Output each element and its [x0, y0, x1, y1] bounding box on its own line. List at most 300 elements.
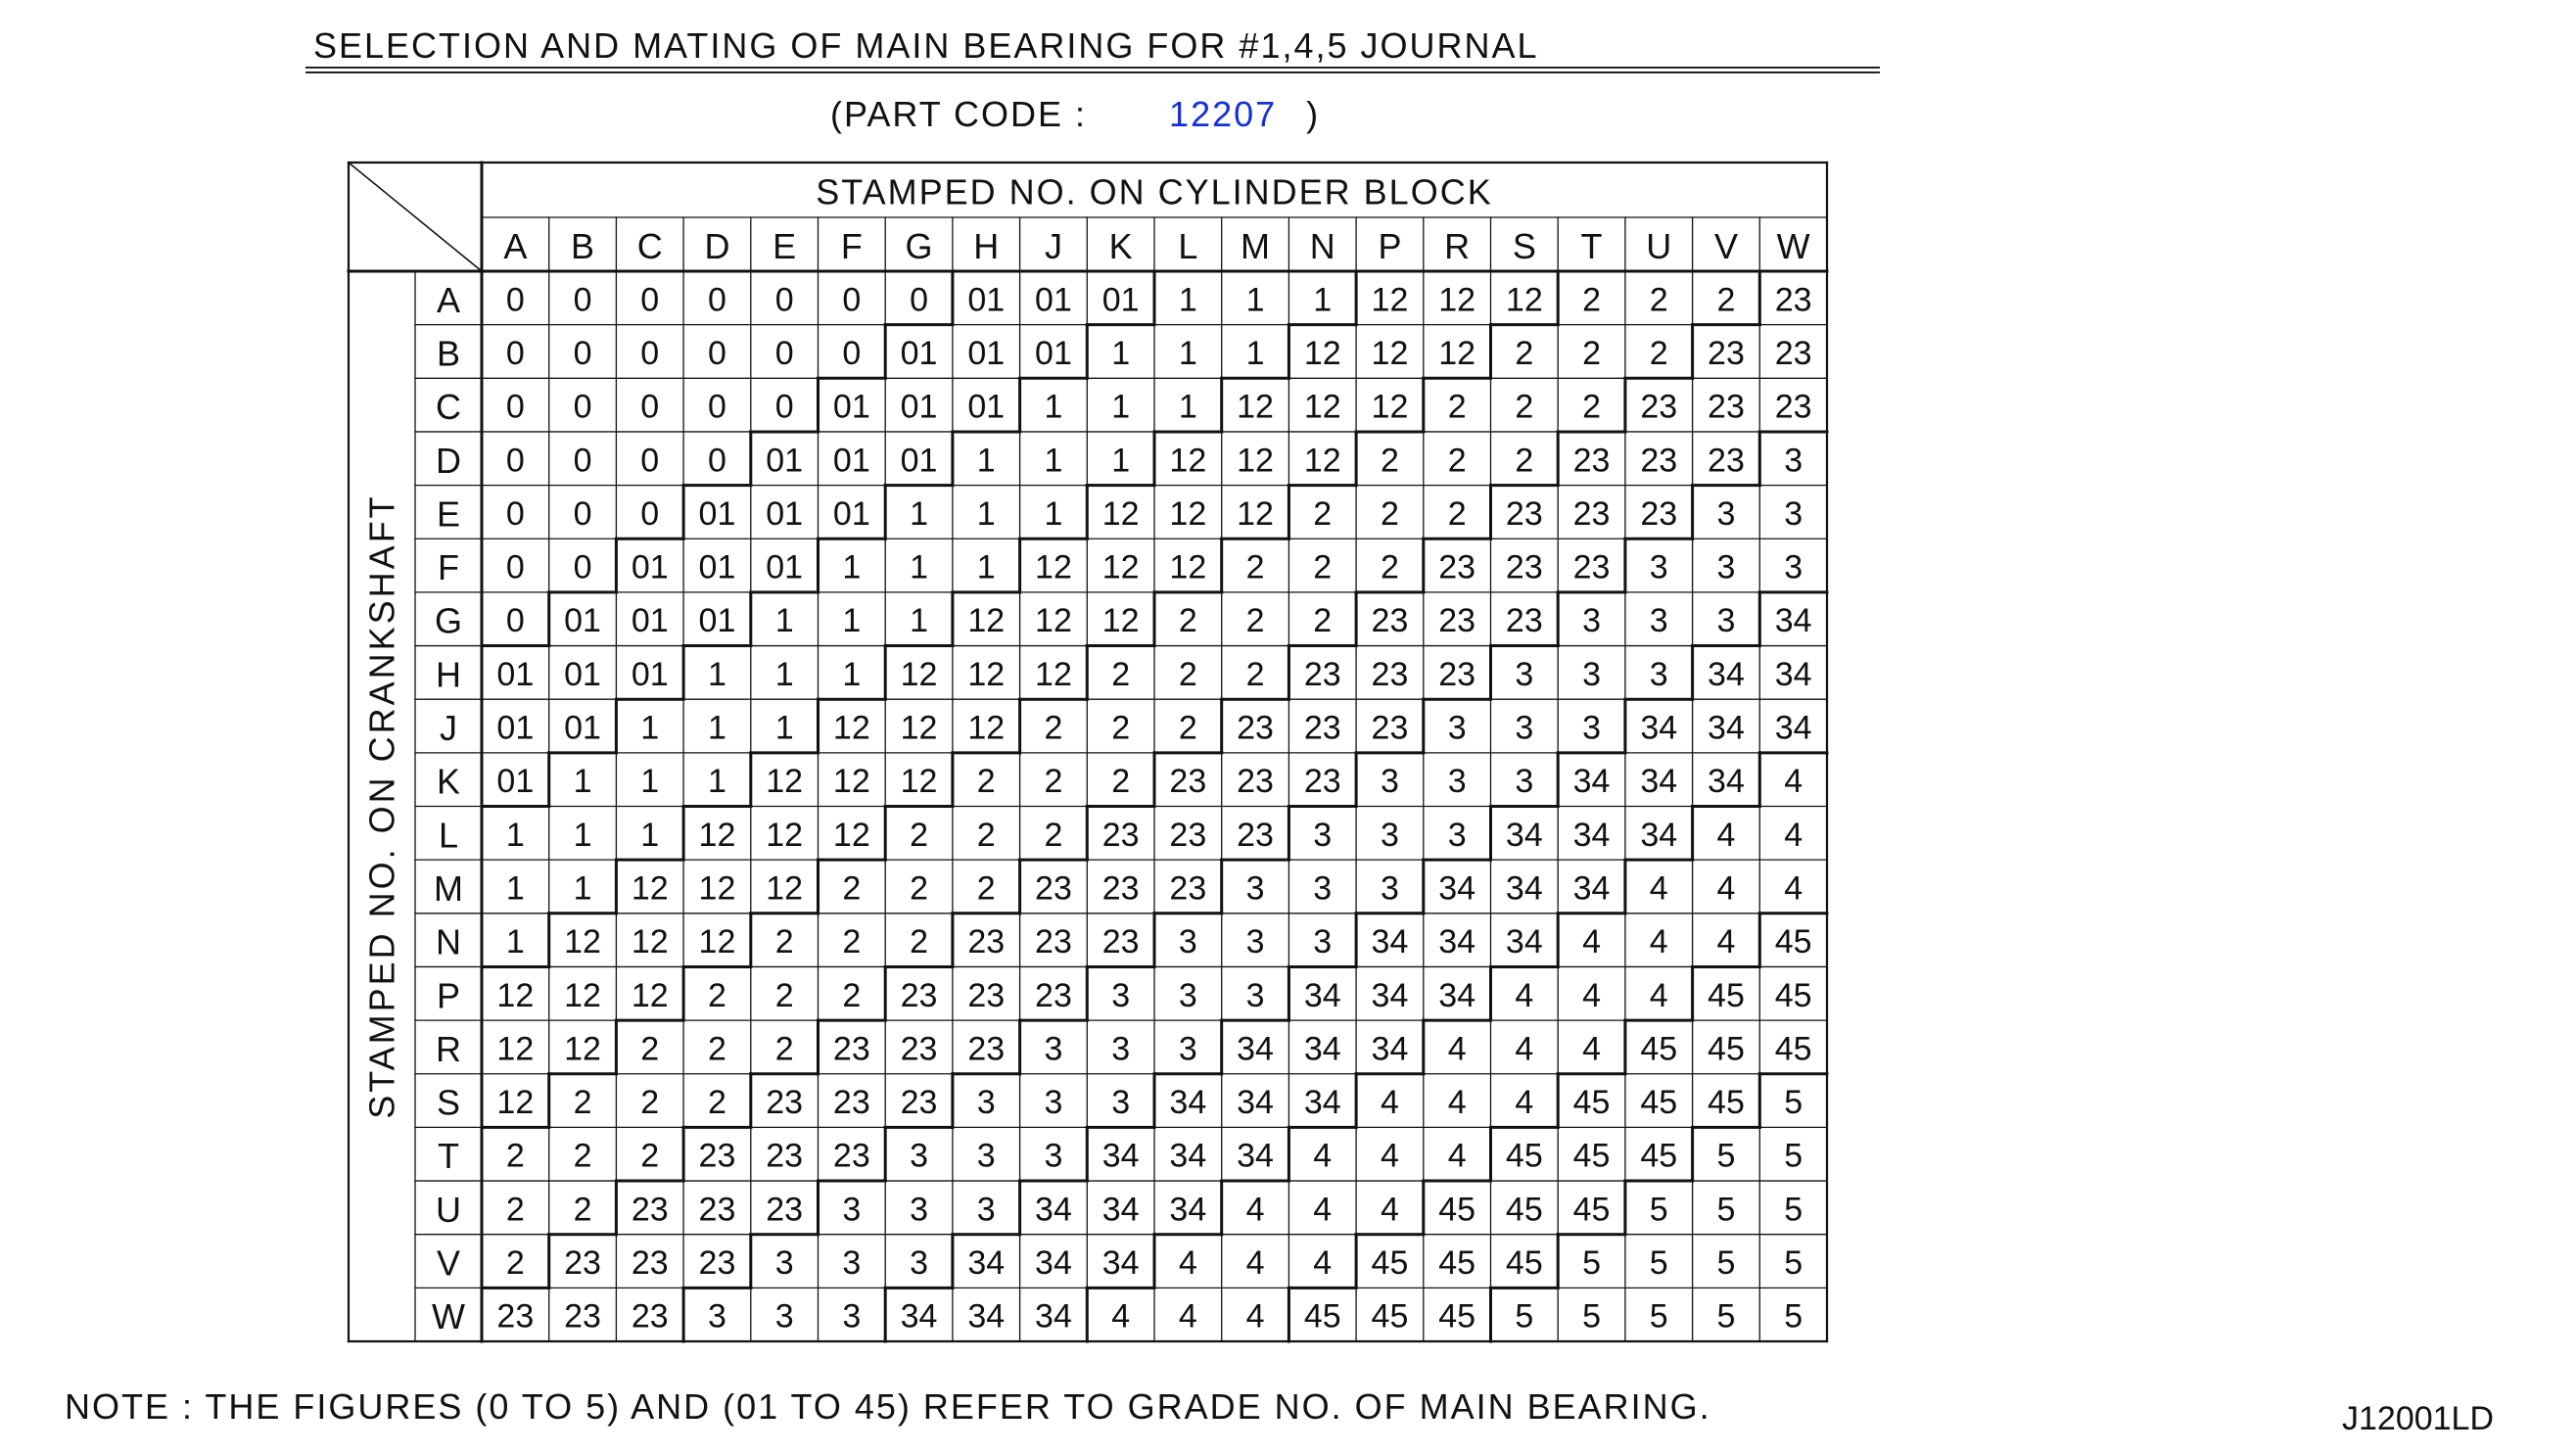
grade-cell: 2: [1245, 655, 1265, 693]
grade-cell: 01: [698, 602, 736, 640]
column-label: E: [773, 226, 797, 266]
grade-cell: 5: [1784, 1297, 1803, 1336]
grade-cell: 4: [1447, 1030, 1467, 1068]
grade-cell: 2: [976, 869, 996, 908]
grade-cell: 2: [505, 1137, 525, 1175]
grade-cell: 2: [1245, 548, 1265, 586]
grade-cell: 1: [774, 655, 794, 693]
grade-cell: 34: [1371, 923, 1409, 961]
grade-cell: 01: [1035, 334, 1072, 372]
grade-cell: 23: [832, 1137, 870, 1175]
grade-cell: 3: [976, 1191, 996, 1229]
grade-cell: 45: [1640, 1084, 1678, 1122]
grade-cell: 2: [976, 763, 996, 801]
grade-cell: 23: [1774, 388, 1812, 426]
grade-cell: 4: [1178, 1297, 1197, 1336]
grade-cell: 23: [1774, 281, 1812, 319]
grade-cell: 4: [1582, 976, 1602, 1014]
grade-cell: 1: [910, 548, 929, 586]
grade-cell: 12: [698, 816, 736, 854]
grade-cell: 34: [1101, 1137, 1140, 1175]
grade-cell: 12: [1169, 442, 1207, 480]
grade-cell: 12: [900, 655, 938, 693]
grade-cell: 34: [1438, 869, 1476, 908]
grade-cell: 45: [1640, 1030, 1678, 1068]
grade-cell: 34: [1572, 763, 1611, 801]
grade-cell: 23: [1035, 923, 1072, 961]
grade-cell: 23: [1708, 442, 1745, 480]
grade-cell: 34: [1303, 1030, 1341, 1068]
grade-cell: 4: [1380, 1137, 1399, 1175]
grade-cell: 2: [640, 1137, 660, 1175]
grade-cell: 12: [1438, 334, 1476, 372]
grade-cell: 12: [1237, 388, 1274, 426]
grade-cell: 12: [1035, 602, 1072, 640]
grade-cell: 12: [631, 923, 669, 961]
grade-cell: 23: [1371, 655, 1409, 693]
grade-cell: 01: [900, 442, 938, 480]
figure-id: J12001LD: [2342, 1400, 2495, 1437]
grade-cell: 2: [842, 869, 862, 908]
grade-cell: 1: [573, 869, 592, 908]
grade-cell: 2: [707, 976, 726, 1014]
column-label: K: [1108, 226, 1133, 266]
grade-cell: 34: [1438, 923, 1476, 961]
grade-cell: 3: [1515, 655, 1534, 693]
grade-cell: 23: [1505, 548, 1543, 586]
grade-cell: 2: [774, 976, 794, 1014]
column-label: G: [905, 226, 933, 266]
grade-cell: 3: [774, 1297, 794, 1336]
grade-cell: 01: [832, 442, 870, 480]
grade-cell: 0: [640, 334, 660, 372]
grade-cell: 0: [774, 281, 794, 319]
grade-cell: 2: [1178, 655, 1197, 693]
grade-cell: 12: [1371, 334, 1409, 372]
grade-cell: 34: [1371, 976, 1409, 1014]
grade-cell: 12: [766, 869, 804, 908]
row-label: D: [436, 440, 461, 481]
grade-cell: 0: [573, 494, 592, 533]
part-code-suffix: ): [1306, 94, 1321, 134]
column-label: F: [840, 226, 863, 266]
column-label: D: [704, 226, 730, 266]
grade-cell: 0: [505, 602, 525, 640]
grade-cell: 4: [1582, 923, 1602, 961]
row-label: H: [436, 654, 461, 695]
grade-cell: 2: [774, 1030, 794, 1068]
grade-cell: 1: [1178, 334, 1197, 372]
grade-cell: 45: [1708, 1030, 1745, 1068]
grade-cell: 0: [573, 442, 592, 480]
grade-cell: 23: [1505, 602, 1543, 640]
grade-cell: 23: [1708, 388, 1745, 426]
grade-cell: 3: [1515, 763, 1534, 801]
grade-cell: 2: [1111, 763, 1131, 801]
column-label: H: [973, 226, 1000, 266]
grade-cell: 2: [1649, 334, 1668, 372]
grade-cell: 4: [1649, 923, 1668, 961]
grade-cell: 23: [496, 1297, 535, 1336]
grade-cell: 1: [842, 655, 862, 693]
grade-cell: 12: [1101, 602, 1140, 640]
row-label: L: [438, 815, 459, 856]
grade-cell: 5: [1784, 1084, 1803, 1122]
grade-cell: 1: [910, 494, 929, 533]
grade-cell: 23: [631, 1244, 669, 1283]
grade-cell: 34: [1708, 709, 1745, 747]
column-label: P: [1378, 226, 1402, 266]
grade-cell: 4: [1313, 1244, 1333, 1283]
grade-cell: 23: [1237, 816, 1274, 854]
grade-cell: 4: [1245, 1244, 1265, 1283]
grade-cell: 3: [1111, 976, 1131, 1014]
grade-cell: 34: [1505, 869, 1543, 908]
grade-cell: 45: [1438, 1244, 1476, 1283]
grade-cell: 4: [1245, 1191, 1265, 1229]
grade-cell: 5: [1784, 1244, 1803, 1283]
grade-cell: 1: [707, 709, 726, 747]
grade-cell: 1: [1111, 442, 1131, 480]
corner-diagonal: [349, 163, 482, 271]
grade-cell: 12: [1035, 548, 1072, 586]
grade-cell: 0: [707, 281, 726, 319]
row-label: P: [436, 975, 461, 1016]
grade-cell: 12: [967, 655, 1006, 693]
grade-cell: 23: [766, 1191, 804, 1229]
grade-cell: 2: [842, 976, 862, 1014]
grade-cell: 3: [910, 1191, 929, 1229]
grade-cell: 12: [900, 763, 938, 801]
grade-cell: 34: [1303, 1084, 1341, 1122]
grade-cell: 34: [967, 1244, 1006, 1283]
grade-cell: 1: [774, 602, 794, 640]
grade-cell: 23: [1101, 869, 1140, 908]
grade-cell: 12: [900, 709, 938, 747]
grade-note: NOTE : THE FIGURES (0 TO 5) AND (01 TO 45) REFER TO GRADE NO. OF MAIN BEARING.: [65, 1386, 1711, 1427]
grade-cell: 12: [967, 602, 1006, 640]
grade-cell: 3: [842, 1191, 862, 1229]
grade-cell: 23: [564, 1244, 601, 1283]
grade-cell: 12: [496, 976, 535, 1014]
grade-cell: 01: [564, 709, 601, 747]
grade-cell: 01: [564, 655, 601, 693]
grade-cell: 3: [1178, 976, 1197, 1014]
row-label: G: [434, 600, 463, 641]
grade-cell: 1: [1178, 388, 1197, 426]
grade-cell: 3: [1111, 1084, 1131, 1122]
grade-cell: 2: [1716, 281, 1736, 319]
grade-cell: 4: [1111, 1297, 1131, 1336]
grade-cell: 0: [640, 388, 660, 426]
grade-cell: 1: [573, 763, 592, 801]
grade-cell: 3: [910, 1137, 929, 1175]
grade-cell: 2: [640, 1030, 660, 1068]
grade-cell: 34: [1035, 1297, 1072, 1336]
grade-cell: 01: [564, 602, 601, 640]
grade-cell: 4: [1245, 1297, 1265, 1336]
grade-cell: 3: [1649, 655, 1668, 693]
grade-cell: 12: [564, 923, 601, 961]
grade-cell: 3: [1380, 869, 1399, 908]
grade-cell: 12: [631, 976, 669, 1014]
grade-cell: 12: [1101, 494, 1140, 533]
grade-cell: 45: [1640, 1137, 1678, 1175]
grade-cell: 3: [1716, 602, 1736, 640]
grade-cell: 4: [1313, 1191, 1333, 1229]
grade-cell: 23: [1640, 388, 1678, 426]
part-code-prefix: (PART CODE :: [830, 94, 1088, 134]
grade-cell: 1: [976, 548, 996, 586]
grade-cell: 3: [1784, 442, 1803, 480]
grade-cell: 3: [1784, 494, 1803, 533]
grade-cell: 5: [1649, 1244, 1668, 1283]
grade-cell: 34: [1640, 709, 1678, 747]
grade-cell: 2: [842, 923, 862, 961]
grade-cell: 23: [1101, 923, 1140, 961]
grade-cell: 3: [1649, 602, 1668, 640]
grade-cell: 12: [1101, 548, 1140, 586]
grade-cell: 1: [1044, 442, 1063, 480]
grade-cell: 0: [505, 494, 525, 533]
grade-cell: 1: [1313, 281, 1333, 319]
grade-cell: 12: [1505, 281, 1543, 319]
row-label: M: [434, 867, 463, 909]
grade-cell: 3: [707, 1297, 726, 1336]
grade-cell: 1: [842, 548, 862, 586]
grade-cell: 1: [505, 869, 525, 908]
grade-cell: 1: [707, 655, 726, 693]
grade-cell: 1: [976, 494, 996, 533]
grade-cell: 4: [1515, 1084, 1534, 1122]
grade-cell: 23: [1640, 442, 1678, 480]
grade-cell: 4: [1380, 1191, 1399, 1229]
grade-cell: 4: [1649, 976, 1668, 1014]
grade-cell: 3: [1716, 548, 1736, 586]
grade-cell: 12: [1169, 494, 1207, 533]
grade-cell: 12: [1371, 281, 1409, 319]
grade-cell: 23: [1708, 334, 1745, 372]
grade-cell: 34: [1169, 1191, 1207, 1229]
grade-cell: 23: [1169, 816, 1207, 854]
grade-cell: 1: [640, 816, 660, 854]
grade-cell: 4: [1582, 1030, 1602, 1068]
grade-cell: 3: [1044, 1030, 1063, 1068]
grade-cell: 2: [1515, 442, 1534, 480]
grade-cell: 23: [1035, 976, 1072, 1014]
row-label: B: [436, 333, 461, 374]
grade-cell: 1: [976, 442, 996, 480]
grade-cell: 34: [1035, 1191, 1072, 1229]
grade-cell: 23: [1303, 709, 1341, 747]
grade-cell: 1: [774, 709, 794, 747]
grade-cell: 45: [1371, 1297, 1409, 1336]
grade-cell: 12: [1303, 442, 1341, 480]
grade-cell: 3: [1178, 923, 1197, 961]
row-label: N: [436, 921, 461, 962]
grade-cell: 4: [1447, 1084, 1467, 1122]
grade-cell: 23: [766, 1137, 804, 1175]
grade-cell: 34: [1572, 869, 1611, 908]
column-label: B: [571, 226, 595, 266]
grade-cell: 2: [573, 1137, 592, 1175]
grade-cell: 34: [1371, 1030, 1409, 1068]
column-label: W: [1776, 226, 1810, 266]
grade-cell: 2: [1447, 388, 1467, 426]
grade-cell: 0: [707, 388, 726, 426]
grade-cell: 12: [1237, 442, 1274, 480]
grade-cell: 34: [900, 1297, 938, 1336]
grade-cell: 12: [698, 923, 736, 961]
grade-cell: 23: [1572, 494, 1611, 533]
grade-cell: 34: [1438, 976, 1476, 1014]
grade-cell: 2: [910, 869, 929, 908]
grade-cell: 23: [1572, 548, 1611, 586]
grade-cell: 2: [1380, 442, 1399, 480]
grade-cell: 1: [1178, 281, 1197, 319]
grade-cell: 2: [640, 1084, 660, 1122]
grade-cell: 0: [573, 388, 592, 426]
row-label: C: [436, 387, 461, 428]
grade-cell: 1: [842, 602, 862, 640]
grade-cell: 3: [1044, 1137, 1063, 1175]
grade-cell: 3: [1447, 709, 1467, 747]
grade-cell: 5: [1784, 1137, 1803, 1175]
grade-cell: 01: [967, 334, 1006, 372]
grade-cell: 01: [698, 548, 736, 586]
grade-cell: 12: [564, 1030, 601, 1068]
grade-cell: 3: [1245, 976, 1265, 1014]
column-label: M: [1241, 226, 1271, 266]
grade-cell: 1: [1044, 494, 1063, 533]
grade-cell: 23: [631, 1191, 669, 1229]
grade-cell: 01: [967, 281, 1006, 319]
grade-cell: 45: [1505, 1137, 1543, 1175]
grade-cell: 12: [1169, 548, 1207, 586]
grade-cell: 34: [1640, 763, 1678, 801]
grade-cell: 01: [766, 442, 804, 480]
grade-cell: 34: [1237, 1137, 1274, 1175]
grade-cell: 34: [1237, 1030, 1274, 1068]
grade-cell: 2: [1044, 709, 1063, 747]
grade-cell: 2: [976, 816, 996, 854]
grade-cell: 45: [1708, 1084, 1745, 1122]
grade-cell: 3: [842, 1244, 862, 1283]
column-label: N: [1309, 226, 1335, 266]
grade-cell: 0: [910, 281, 929, 319]
grade-cell: 23: [698, 1137, 736, 1175]
column-label: V: [1713, 226, 1738, 266]
grade-cell: 01: [967, 388, 1006, 426]
grade-cell: 4: [1313, 1137, 1333, 1175]
grade-cell: 2: [1649, 281, 1668, 319]
grade-cell: 5: [1649, 1191, 1668, 1229]
grade-cell: 2: [1245, 602, 1265, 640]
row-label: K: [436, 761, 461, 802]
grade-cell: 2: [1582, 281, 1602, 319]
grade-cell: 3: [1447, 816, 1467, 854]
grade-cell: 2: [1178, 709, 1197, 747]
grade-cell: 45: [1774, 976, 1812, 1014]
grade-cell: 1: [1245, 334, 1265, 372]
grade-cell: 5: [1784, 1191, 1803, 1229]
grade-cell: 4: [1649, 869, 1668, 908]
grade-cell: 3: [1649, 548, 1668, 586]
grade-cell: 1: [1111, 334, 1131, 372]
grade-cell: 0: [640, 281, 660, 319]
grade-cell: 3: [842, 1297, 862, 1336]
grade-cell: 23: [1774, 334, 1812, 372]
grade-cell: 45: [1572, 1191, 1611, 1229]
grade-cell: 45: [1774, 923, 1812, 961]
grade-cell: 12: [1303, 334, 1341, 372]
grade-cell: 1: [573, 816, 592, 854]
grade-cell: 0: [573, 548, 592, 586]
grade-cell: 3: [1111, 1030, 1131, 1068]
grade-cell: 3: [976, 1084, 996, 1122]
grade-cell: 2: [1515, 334, 1534, 372]
grade-cell: 2: [573, 1084, 592, 1122]
grade-cell: 01: [832, 388, 870, 426]
grade-cell: 12: [631, 869, 669, 908]
row-label: E: [436, 493, 461, 535]
grade-cell: 5: [1515, 1297, 1534, 1336]
grade-cell: 23: [1169, 763, 1207, 801]
grade-cell: 3: [1178, 1030, 1197, 1068]
grade-cell: 0: [505, 281, 525, 319]
grade-cell: 23: [832, 1030, 870, 1068]
grade-cell: 23: [967, 976, 1006, 1014]
column-label: U: [1646, 226, 1672, 266]
grade-cell: 23: [698, 1191, 736, 1229]
grade-cell: 34: [1035, 1244, 1072, 1283]
grade-cell: 23: [1640, 494, 1678, 533]
grade-cell: 01: [631, 655, 669, 693]
grade-cell: 3: [1380, 763, 1399, 801]
grade-cell: 0: [707, 334, 726, 372]
grade-cell: 12: [832, 763, 870, 801]
grade-cell: 34: [1640, 816, 1678, 854]
grade-cell: 3: [1447, 763, 1467, 801]
grade-cell: 2: [707, 1030, 726, 1068]
grade-cell: 4: [1515, 976, 1534, 1014]
grade-cell: 34: [1774, 655, 1812, 693]
row-label: J: [440, 708, 457, 749]
grade-cell: 23: [967, 1030, 1006, 1068]
grade-cell: 01: [698, 494, 736, 533]
grade-cell: 23: [1572, 442, 1611, 480]
grade-cell: 23: [1438, 548, 1476, 586]
grade-cell: 2: [505, 1191, 525, 1229]
grade-cell: 01: [1035, 281, 1072, 319]
grade-cell: 0: [505, 334, 525, 372]
grade-cell: 0: [842, 334, 862, 372]
grade-cell: 23: [1303, 763, 1341, 801]
grade-cell: 2: [910, 923, 929, 961]
page-title: SELECTION AND MATING OF MAIN BEARING FOR #1,4,5 JOURNAL: [313, 25, 1539, 66]
grade-cell: 23: [698, 1244, 736, 1283]
grade-cell: 3: [1582, 655, 1602, 693]
grade-cell: 1: [505, 816, 525, 854]
grade-cell: 0: [640, 494, 660, 533]
grade-cell: 23: [1237, 709, 1274, 747]
cylinder-block-header: STAMPED NO. ON CYLINDER BLOCK: [816, 171, 1493, 212]
grade-cell: 01: [496, 763, 535, 801]
grade-cell: 3: [976, 1137, 996, 1175]
grade-cell: 2: [1313, 548, 1333, 586]
row-label: R: [436, 1028, 461, 1069]
grade-cell: 3: [910, 1244, 929, 1283]
